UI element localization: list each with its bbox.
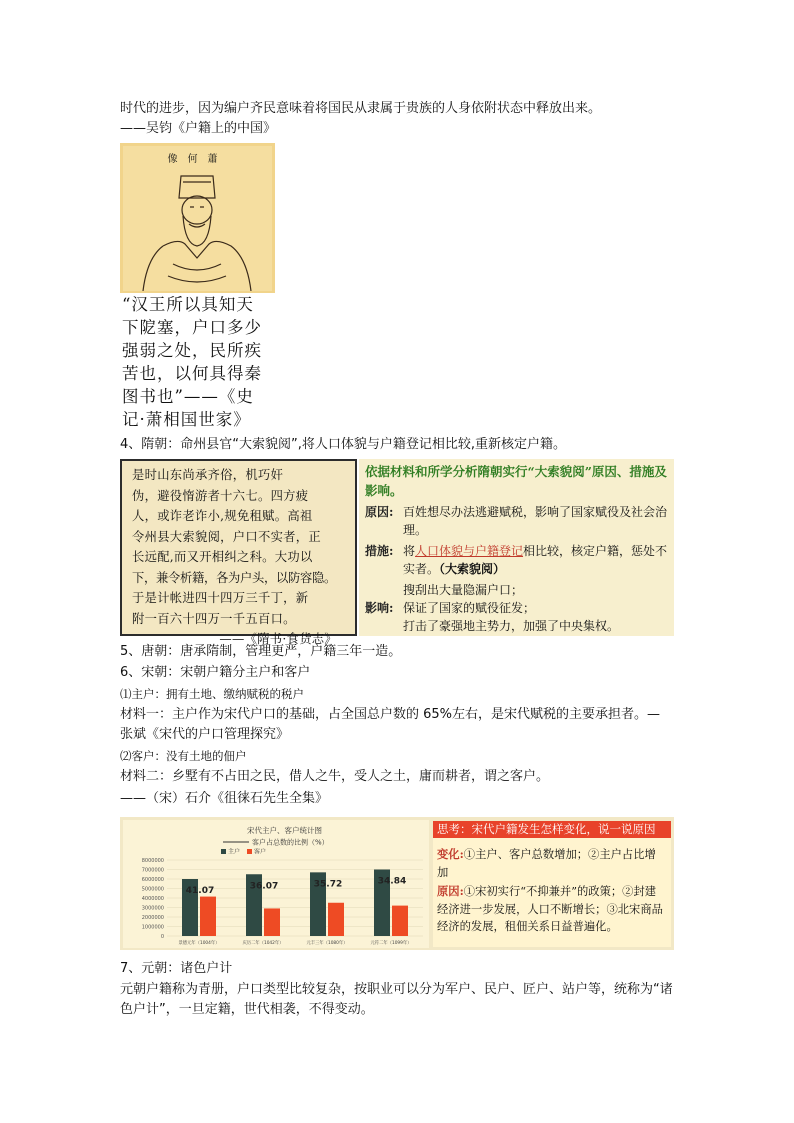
change-text: ①主户、客户总数增加；②主户占比增加 bbox=[437, 848, 656, 879]
y-tick-label: 8000000 bbox=[141, 858, 164, 864]
legend-swatch-zhuhu bbox=[221, 849, 226, 854]
xiaohe-figure bbox=[120, 143, 275, 431]
song-chart-panel bbox=[120, 817, 674, 950]
song-reason-text: ①宋初实行“不抑兼并”的政策；②封建经济进一步发展，人口不断增长；③北宋商品经济的发展，租佃关系日益普遍化。 bbox=[437, 885, 663, 933]
quote-line: 记·萧相国世家》 bbox=[122, 410, 251, 429]
yuan-text: 元朝户籍称为青册，户口类型比较复杂，按职业可以分为军户、民户、匠户、站户等，统称为“诸色户计”，一旦定籍，世代相袭，不得变动。 bbox=[120, 982, 673, 1017]
measure-pre: 将 bbox=[403, 544, 416, 558]
citation-wu-jun: ——吴钧《户籍上的中国》 bbox=[120, 121, 277, 136]
source-line: 长远配,而又开相纠之科。大功以 bbox=[132, 550, 313, 564]
source-line: 下，兼令析籍，各为户头，以防容隐。 bbox=[132, 570, 336, 585]
quote-line: 苦也，以何具得秦 bbox=[122, 364, 262, 383]
chart-svg bbox=[123, 820, 429, 948]
x-tick-label: 景德元年（1004年） bbox=[178, 941, 220, 946]
bar-kehu bbox=[328, 903, 344, 936]
xiaohe-portrait bbox=[123, 146, 272, 291]
song-bar-chart bbox=[123, 820, 429, 948]
x-tick-label: 元丰三年（1080年） bbox=[306, 941, 348, 946]
material-one: 材料一：主户作为宋代户口的基础，占全国总户数的 65%左右，是宋代赋税的主要承担者。— bbox=[120, 707, 661, 722]
song-reason-label: 原因: bbox=[437, 884, 464, 898]
analysis-question: 依据材料和所学分析隋朝实行“大索貌阅”原因、措施及影响。 bbox=[365, 464, 667, 498]
legend-swatch-kehu bbox=[247, 849, 252, 854]
source-citation: ——《隋书·食货志》 bbox=[219, 632, 337, 646]
source-line: 是时山东尚承齐俗，机巧奸 bbox=[132, 468, 284, 482]
legend-label-zhuhu: 主户 bbox=[228, 848, 241, 856]
sui-analysis-box bbox=[359, 459, 674, 636]
zhuhu-definition: ⑴主户：拥有土地、缴纳赋税的税户 bbox=[120, 687, 304, 701]
quote-line: “汉王所以具知天 bbox=[122, 295, 254, 314]
citation-shi-jie: ——（宋）石介《徂徕石先生全集》 bbox=[120, 791, 329, 806]
shiji-quote bbox=[120, 293, 279, 431]
y-tick-label: 2000000 bbox=[141, 915, 164, 921]
source-line: 令州县大索貌阅，户口不实者，正 bbox=[132, 529, 321, 544]
y-tick-label: 4000000 bbox=[141, 896, 164, 902]
yuan-heading: 7、元朝：诸色户计 bbox=[120, 961, 233, 976]
x-tick-label: 元符二年（1099年） bbox=[370, 941, 412, 946]
change-label: 变化: bbox=[437, 847, 464, 861]
measure-row bbox=[365, 542, 668, 578]
quote-line: 图书也”——《史 bbox=[122, 387, 254, 406]
legend-label-kehu: 客户 bbox=[254, 848, 267, 856]
chart-title: 宋代主户、客户统计图 bbox=[247, 826, 322, 835]
x-tick-label: 庆历二年（1042年） bbox=[242, 941, 284, 946]
portrait-title: 像何蕭 bbox=[167, 154, 228, 165]
bar-kehu bbox=[264, 908, 280, 936]
ratio-label: 34.84 bbox=[377, 876, 407, 887]
material-two: 材料二：乡墅有不占田之民，借人之牛，受人之土，庸而耕者，谓之客户。 bbox=[120, 769, 550, 784]
y-tick-label: 5000000 bbox=[141, 886, 164, 893]
measure-text bbox=[403, 542, 668, 578]
measure-post: 相比较，核定户籍，惩处不实者。 bbox=[403, 544, 668, 576]
measure-label: 措施: bbox=[365, 544, 394, 558]
bar-kehu bbox=[392, 906, 408, 936]
bar-kehu bbox=[200, 897, 216, 936]
effect-item: 打击了豪强地主势力，加强了中央集权。 bbox=[403, 619, 620, 633]
y-tick-label: 1000000 bbox=[141, 924, 164, 931]
y-tick-label: 0 bbox=[160, 934, 164, 940]
effect-label: 影响: bbox=[365, 601, 394, 615]
sui-heading: 4、隋朝：命州县官“大索貌阅”,将人口体貌与户籍登记相比较,重新核定户籍。 bbox=[120, 437, 567, 452]
measure-highlight: 人口体貌与户籍登记 bbox=[415, 544, 524, 558]
ratio-label: 35.72 bbox=[313, 879, 343, 890]
source-line: 于是计帐进四十四万三千丁，新 bbox=[132, 591, 309, 605]
y-tick-label: 7000000 bbox=[141, 867, 164, 874]
change-block bbox=[433, 846, 671, 881]
ratio-label: 41.07 bbox=[185, 886, 215, 896]
source-line: 伪，避役惰游者十六七。四方疲 bbox=[132, 488, 309, 503]
ratio-label: 36.07 bbox=[249, 881, 279, 892]
reason-label: 原因: bbox=[365, 505, 394, 519]
tang-heading: 5、唐朝：唐承隋制，管理更严，户籍三年一造。 bbox=[120, 644, 402, 659]
intro-paragraph: 时代的进步，因为编户齐民意味着将国民从隶属于贵族的人身依附状态中释放出来。 bbox=[120, 101, 602, 116]
analysis-header: 思考：宋代户籍发生怎样变化，说一说原因 bbox=[433, 821, 671, 838]
reason-row bbox=[365, 503, 668, 539]
material-one-source: 张斌《宋代的户口管理探究》 bbox=[120, 727, 290, 742]
legend-line-label: 客户占总数的比例（%） bbox=[252, 838, 329, 847]
measure-bold: （大索貌阅） bbox=[439, 562, 506, 576]
source-line: 附一百六十四万一千五百口。 bbox=[132, 611, 296, 626]
reason-text: 百姓想尽办法逃避赋税，影响了国家赋役及社会治理。 bbox=[403, 505, 668, 537]
effect-item: 搜刮出大量隐漏户口； bbox=[403, 583, 524, 597]
kehu-definition: ⑵客户：没有土地的佃户 bbox=[120, 749, 247, 763]
source-line: 人，或诈老诈小,规免租赋。高祖 bbox=[132, 509, 313, 523]
reason-block bbox=[433, 883, 671, 936]
effect-item: 保证了国家的赋役征发； bbox=[403, 601, 536, 615]
song-analysis-box bbox=[433, 821, 671, 947]
effect-row bbox=[365, 581, 668, 635]
sui-source-box bbox=[120, 459, 357, 646]
quote-line: 强弱之处，民所疾 bbox=[122, 341, 262, 360]
quote-line: 下阸塞，户口多少 bbox=[122, 318, 262, 337]
y-tick-label: 6000000 bbox=[141, 877, 164, 883]
xiaohe-drawing bbox=[123, 146, 272, 291]
y-tick-label: 3000000 bbox=[141, 905, 164, 912]
song-heading: 6、宋朝：宋朝户籍分主户和客户 bbox=[120, 665, 311, 680]
effect-list bbox=[403, 581, 619, 635]
